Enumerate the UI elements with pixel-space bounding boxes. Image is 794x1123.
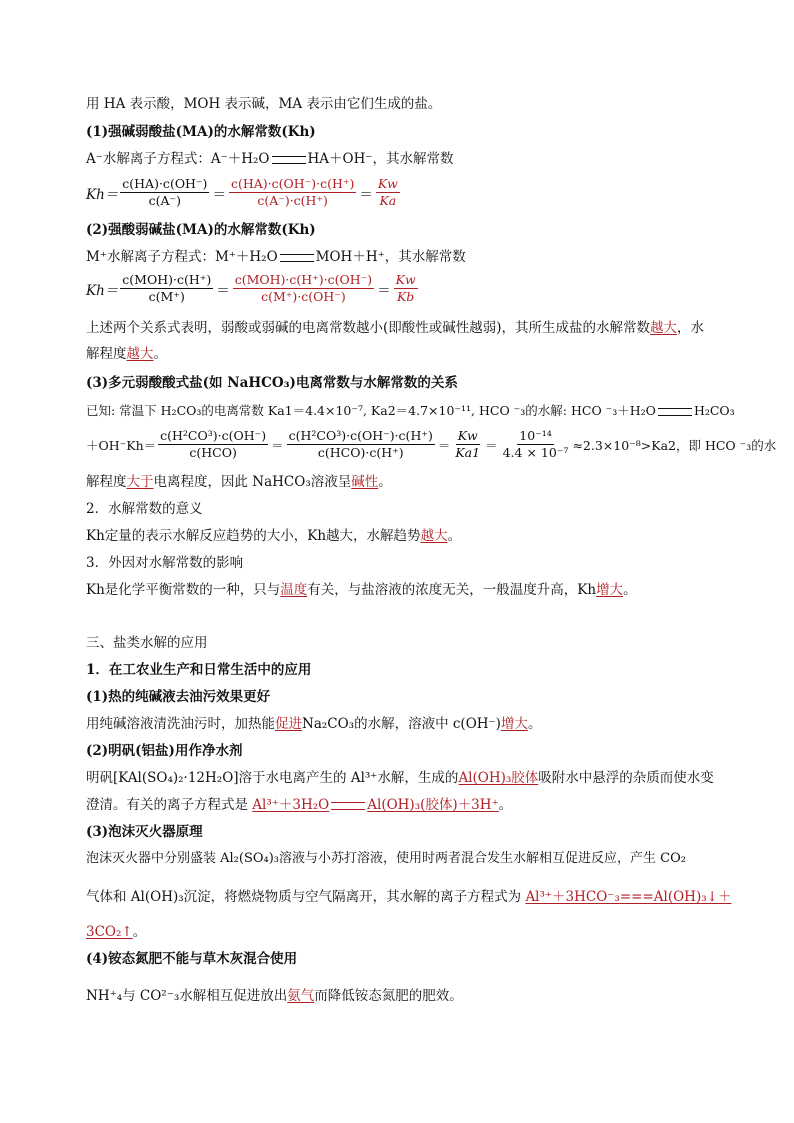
point-2-title: 2．水解常数的意义 [86, 501, 203, 517]
fraction-denominator: Ka1 [455, 445, 481, 460]
fraction-numerator: 10⁻¹⁴ [519, 428, 552, 443]
s2-eq-rhs: MOH＋H⁺，其水解常数 [315, 249, 466, 265]
s3-text: 电离程度，因此 NaHCO₃溶液呈 [153, 474, 352, 490]
fraction-denominator: c(HCO) [189, 445, 237, 460]
app-text: 。 [132, 924, 147, 940]
fraction-1 [158, 428, 268, 461]
s3-text: ＋OH⁻Kh＝ [86, 437, 157, 453]
point-3-text [86, 580, 637, 600]
fraction-numerator: c(HA)·c(OH⁻)·c(H⁺) [230, 176, 355, 191]
answer-blank: 促进 [275, 716, 302, 732]
fraction-numerator: c(H²CO³)·c(OH⁻)·c(H⁺) [288, 428, 433, 443]
equilibrium-arrow-icon [331, 802, 365, 810]
equilibrium-arrow-icon [272, 156, 306, 164]
kh-symbol: Kh＝ [86, 186, 119, 203]
p2-text: Kh定量的表示水解反应趋势的大小，Kh越大，水解趋势 [86, 528, 421, 544]
s3-text: 。 [378, 474, 392, 490]
s3-text: H₂CO₃ [693, 403, 735, 418]
app-b-text-2 [86, 795, 512, 815]
section-3-line-3 [86, 472, 392, 492]
fraction-numerator: Kw [457, 428, 478, 443]
answer-blank: 增大 [500, 716, 528, 732]
app-c-text-3 [86, 922, 146, 942]
app-text: NH⁺₄与 CO²⁻₃水解相互促进放出 [86, 988, 288, 1004]
fraction-numerator: c(MOH)·c(H⁺)·c(OH⁻) [234, 272, 373, 287]
app-a-title: (1)热的纯碱液去油污效果更好 [86, 689, 271, 705]
equilibrium-arrow-icon [658, 408, 692, 416]
p3-text: 有关，与盐溶液的浓度无关，一般温度升高，Kh [307, 582, 597, 598]
kh-symbol: Kh＝ [86, 282, 119, 299]
app-text: 吸附水中悬浮的杂质而使水变 [538, 770, 714, 786]
fraction-2 [229, 176, 356, 209]
conclusion-text: 上述两个关系式表明，弱酸或弱碱的电离常数越小(即酸性或碱性越弱)，其所生成盐的水解常数 [86, 320, 651, 336]
answer-blank: 越大 [420, 528, 448, 544]
section-3-line-1 [86, 401, 735, 421]
answer-blank: Al³⁺＋3H₂O [252, 797, 330, 813]
fraction-denominator: c(M⁺)·c(OH⁻) [261, 289, 346, 304]
section-3-heading: 三、盐类水解的应用 [86, 635, 208, 651]
fraction-numerator: Kw [377, 176, 398, 191]
section-1-formula: Kh＝ $\frac{c(HA)\cdot c(OH^-)}{c(A^-)}$ ＝ $\frac{c(HA)\cdot c(OH^-)\cdot c(H^+)}{c(A^-)\cdot c(H^+)}$ ＝ $\frac{Kw}{Ka}$ [86, 176, 398, 208]
fraction-2 [233, 272, 374, 305]
fraction-numerator: c(H²CO³)·c(OH⁻) [160, 428, 267, 443]
app-text: 明矾[KAl(SO₄)₂·12H₂O]溶于水电离产生的 Al³⁺水解，生成的 [86, 770, 459, 786]
answer-blank: ===Al(OH)₃↓＋ [619, 889, 732, 905]
app-text: 。 [527, 716, 542, 732]
section-3-formula: ＋OH⁻Kh＝ $\frac{\text{c(H²CO³)·c(OH⁻)}}{\text{c(HCO)}}$ ＝ $\frac{\text{c(H²CO³)·c(OH⁻)·c(H⁺)}}{\text{c(HCO)·c(H⁺)}}$ ＝ $\frac{Kw}{Ka1}$ ＝ $\frac{\text{10⁻¹⁴}}{\text{4.4 × 10⁻⁷}}$ ≈2.3×10⁻⁸>Ka2，即 HCO ⁻₃的水 [86, 428, 777, 460]
p2-text: 。 [447, 528, 462, 544]
point-2-text [86, 526, 461, 546]
answer-blank: Al(OH)₃(胶体)＋3H⁺ [367, 797, 499, 813]
s2-eq-label: M⁺水解离子方程式：M⁺＋H₂O [86, 249, 278, 265]
section-3-title: (3)多元弱酸酸式盐(如 NaHCO₃)电离常数与水解常数的关系 [86, 375, 458, 391]
section-1-equation [86, 149, 454, 169]
s3-text: 已知: 常温下 H₂CO₃的电离常数 Ka1＝4.4×10⁻⁷, Ka2＝4.7×10⁻¹¹, HCO ⁻₃的水解: HCO ⁻₃＋H₂O [86, 403, 656, 418]
conclusion-text: ，水 [677, 320, 705, 336]
app-text: 气体和 Al(OH)₃沉淀，将燃烧物质与空气隔离开，其水解的离子方程式为 [86, 889, 526, 905]
s3-text: 解程度 [86, 474, 127, 490]
fraction-3 [376, 176, 400, 209]
fraction-3 [394, 272, 418, 305]
fraction-1 [120, 272, 213, 305]
fraction-denominator: 4.4 × 10⁻⁷ [502, 445, 569, 460]
conclusion-line-1 [86, 318, 704, 338]
fraction-denominator: c(HCO)·c(H⁺) [317, 445, 404, 460]
fraction-denominator: c(M⁺) [148, 289, 185, 304]
app-b-title: (2)明矾(铝盐)用作净水剂 [86, 743, 243, 759]
app-text: Na₂CO₃的水解，溶液中 c(OH⁻) [302, 716, 501, 732]
intro-text: 用 HA 表示酸，MOH 表示碱，MA 表示由它们生成的盐。 [86, 96, 442, 112]
fraction-3 [453, 428, 482, 461]
answer-blank: 越大 [126, 346, 154, 362]
answer-blank: 越大 [650, 320, 678, 336]
answer-blank: Al³⁺＋3HCO⁻₃ [525, 889, 620, 905]
app-text: 。 [498, 797, 513, 813]
answer-blank: 氨气 [287, 988, 315, 1004]
fraction-denominator: c(A⁻)·c(H⁺) [257, 193, 328, 208]
fraction-denominator: c(A⁻) [148, 193, 182, 208]
app-d-text [86, 986, 463, 1006]
fraction-numerator: c(MOH)·c(H⁺) [122, 272, 212, 287]
equilibrium-arrow-icon [280, 254, 314, 262]
conclusion-line-2 [86, 344, 167, 364]
answer-blank: 温度 [280, 582, 308, 598]
fraction-numerator: Kw [395, 272, 416, 287]
app-d-title: (4)铵态氮肥不能与草木灰混合使用 [86, 951, 298, 967]
app-c-title: (3)泡沫灭火器原理 [86, 824, 203, 840]
app-c-text-1: 泡沫灭火器中分别盛装 Al₂(SO₄)₃溶液与小苏打溶液，使用时两者混合发生水解相互促进反应，产生 CO₂ [86, 851, 686, 866]
app-c-text-2 [86, 887, 731, 907]
p3-text: 。 [623, 582, 637, 598]
answer-blank: Al(OH)₃胶体 [458, 770, 539, 786]
section-2-equation [86, 247, 466, 267]
fraction-1 [120, 176, 209, 209]
app-b-text-1 [86, 768, 714, 788]
conclusion-text: 解程度 [86, 346, 127, 362]
fraction-denominator: Kb [396, 289, 415, 304]
fraction-numerator: c(HA)·c(OH⁻) [122, 176, 208, 191]
section-2-title: (2)强酸弱碱盐(MA)的水解常数(Kh) [86, 222, 316, 238]
app-text: 澄清。有关的离子方程式是 [86, 797, 253, 813]
s1-eq-rhs: HA＋OH⁻，其水解常数 [307, 151, 454, 167]
answer-blank: 增大 [596, 582, 624, 598]
section-1-title: (1)强碱弱酸盐(MA)的水解常数(Kh) [86, 124, 316, 140]
app-text: 用纯碱溶液清洗油污时，加热能 [86, 716, 275, 732]
p3-text: Kh是化学平衡常数的一种，只与 [86, 582, 281, 598]
answer-blank: 碱性 [351, 474, 379, 490]
answer-blank: 3CO₂↑ [86, 924, 133, 940]
fraction-4 [501, 428, 571, 461]
conclusion-text: 。 [153, 346, 167, 362]
s3-text: ≈2.3×10⁻⁸>Ka2，即 HCO ⁻₃的水 [572, 437, 777, 453]
section-2-formula: Kh＝ $\frac{\text{c(MOH)·c(H⁺)}}{c(M^+)}$ ＝ $\frac{\text{c(MOH)·c(H⁺)·c(OH⁻)}}{c(M^+)\cdot c(OH^-)}$ ＝ $\frac{Kw}{Kb}$ [86, 272, 416, 304]
s1-eq-label: A⁻水解离子方程式：A⁻＋H₂O [86, 151, 270, 167]
subsection-1-title: 1．在工农业生产和日常生活中的应用 [86, 662, 312, 678]
answer-blank: 大于 [126, 474, 154, 490]
app-text: 而降低铵态氮肥的肥效。 [314, 988, 463, 1004]
fraction-2 [287, 428, 435, 461]
point-3-title: 3．外因对水解常数的影响 [86, 555, 244, 571]
app-a-text [86, 714, 541, 734]
fraction-denominator: Ka [379, 193, 397, 208]
